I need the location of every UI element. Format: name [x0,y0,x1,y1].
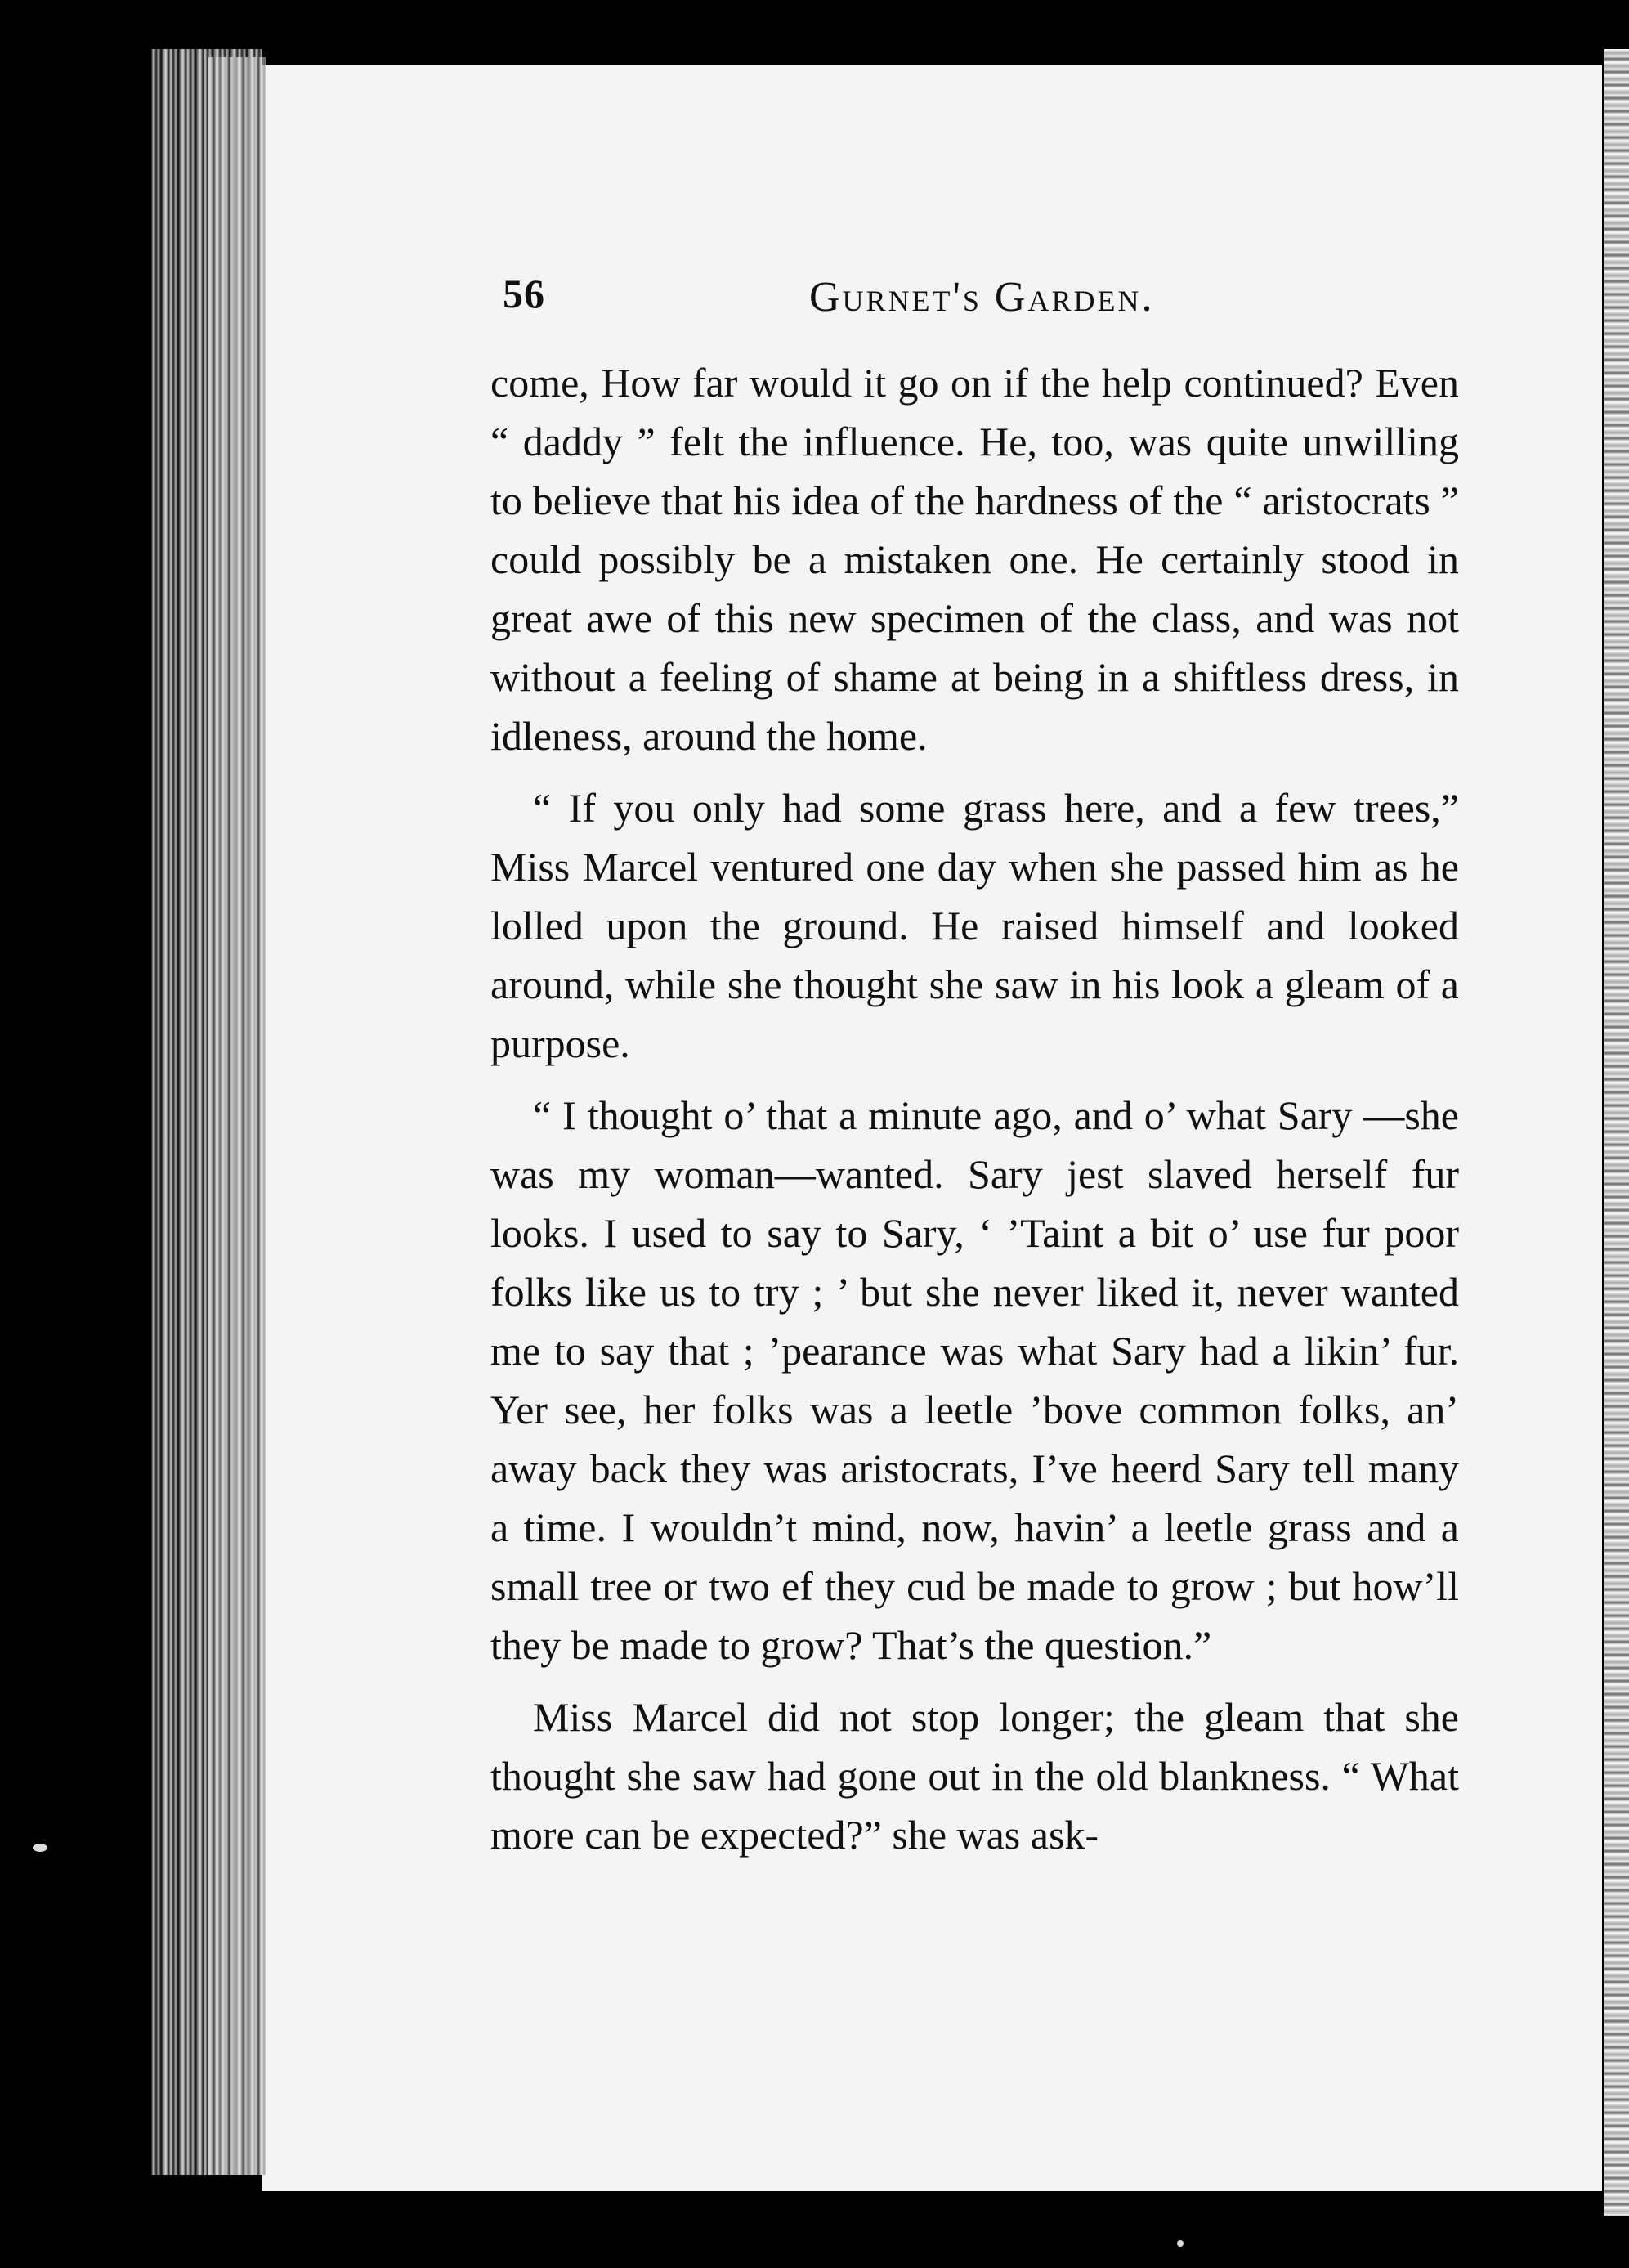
paragraph: “ I thought o’ that a minute ago, and o’ what Sary —she was my woman—wanted. Sary jest slaved herself fur looks. I used to say to Sary, ‘ ’Taint a bit o’ use fur poor folks like us to try ; ’ but she never liked it, never wanted me to say that ; ’pearance was what Sary had a likin’ fur. Yer see, her folks was a leetle ’bove common folks, an’ away back they was aristocrats, I’ve heerd Sary tell many a time. I wouldn’t mind, now, havin’ a leetle grass and a small tree or two ef they cud be made to grow ; but how’ll they be made to grow? That’s the question.” [490,1092,1459,1668]
paragraph: “ If you only had some grass here, and a few trees,” Miss Marcel ventured one day when she passed him as he lolled upon the ground. He raised himself and looked around, while she thought she saw in his look a gleam of a purpose. [490,785,1459,1066]
paragraph: Miss Marcel did not stop longer; the gleam that she thought she saw had gone out in the old blankness. “ What more can be expected?” she was ask- [490,1694,1459,1858]
page-header [503,270,1451,335]
paragraph: come, How far would it go on if the help continued? Even “ daddy ” felt the influence. He, too, was quite unwilling to believe that his idea of the hardness of the “ aristocrats ” could possibly be a mistaken one. He certainly stood in great awe of this new specimen of the class, and was not without a feeling of shame at being in a shiftless dress, in idleness, around the home. [490,360,1459,759]
body-text [490,353,1459,1877]
page-edge [208,57,266,2175]
right-page-edge [1604,49,1629,2216]
scan-speck [33,1844,47,1852]
running-head: Gurnet's Garden. [809,274,1155,320]
scan-speck [1177,2240,1184,2247]
page-number: 56 [503,271,545,316]
